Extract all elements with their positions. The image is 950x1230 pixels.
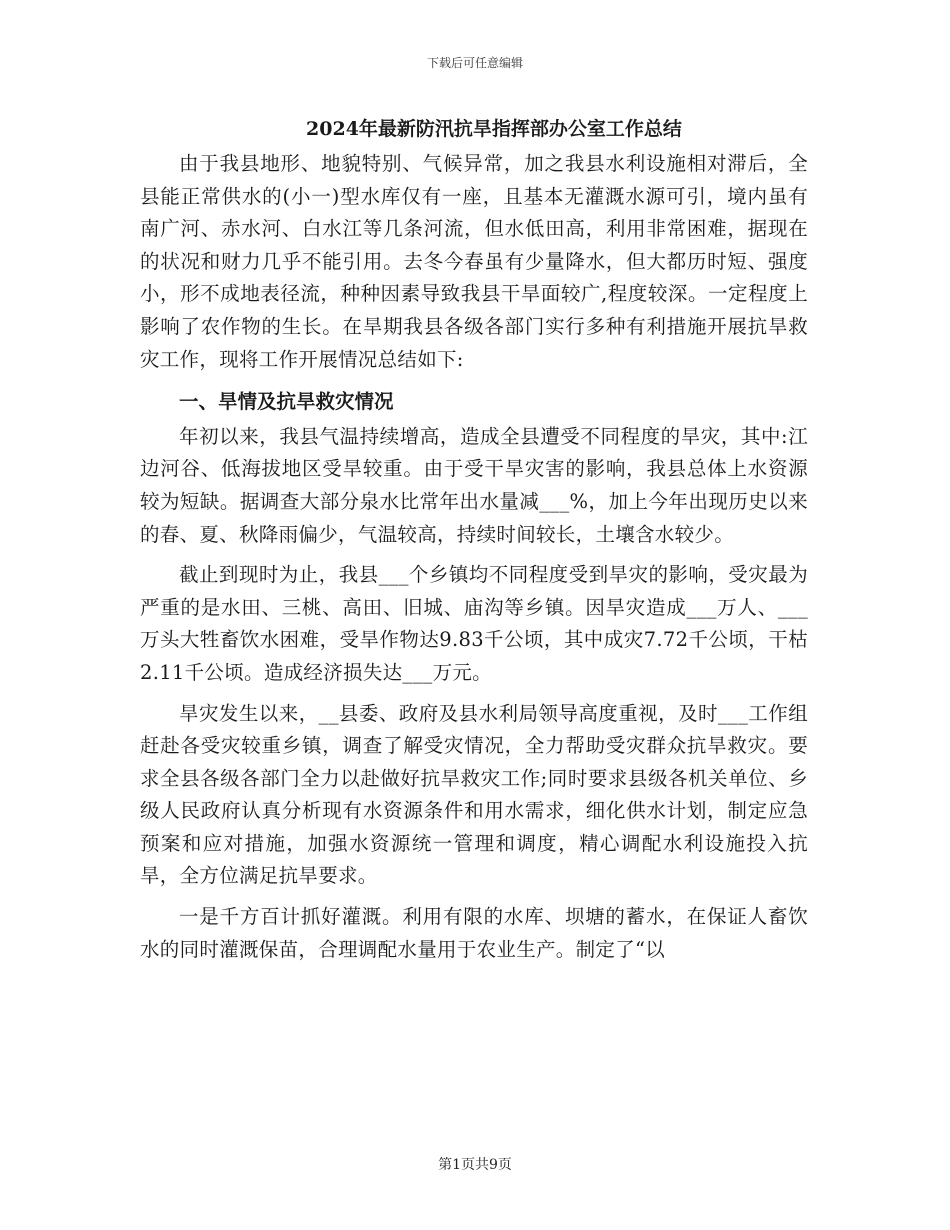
page-number: 第1页共9页 [438,1157,512,1173]
download-note: 下载后可任意编辑 [426,56,523,70]
intro-paragraph: 由于我县地形、地貌特别、气候异常，加之我县水利设施相对滞后，全县能正常供水的(小一)型水库仅有一座，且基本无灌溉水源可引，境内虽有南广河、赤水河、白水江等几条河流，但水低田高，利用非常困难，据现在的状况和财力几乎不能引用。去冬今春虽有少量降水，但大都历时短、强度小，形不成地表径流，种种因素导致我县干旱面较广,程度较深。一定程度上影响了农作物的生长。在旱期我县各级各部门实行多种有利措施开展抗旱救灾工作，现将工作开展情况总结如下: [140,152,808,371]
paragraph-2: 截止到现时为止，我县___个乡镇均不同程度受到旱灾的影响，受灾最为严重的是水田、三桃、高田、旧城、庙沟等乡镇。因旱灾造成___万人、___万头大牲畜饮水困难，受旱作物达9.83千公顷，其中成灾7.72千公顷，干枯2.11千公顷。造成经济损失达___万元。 [140,563,808,684]
section-heading-1: 一、旱情及抗旱救灾情况 [179,390,394,414]
spacer [140,690,808,698]
spacer [140,893,808,901]
document-title: 2024年最新防汛抗旱指挥部办公室工作总结 [306,118,682,140]
paragraph-3: 旱灾发生以来，__县委、政府及县水利局领导高度重视，及时___工作组赶赴各受灾较重乡镇，调查了解受灾情况，全力帮助受灾群众抗旱救灾。要求全县各级各部门全力以赴做好抗旱救灾工作;同时要求县级各机关单位、乡级人民政府认真分析现有水资源条件和用水需求，细化供水计划，制定应急预案和应对措施，加强水资源统一管理和调度，精心调配水利设施投入抗旱，全方位满足抗旱要求。 [140,701,808,888]
spacer [140,376,808,384]
paragraph-4: 一是千方百计抓好灌溉。利用有限的水库、坝塘的蓄水，在保证人畜饮水的同时灌溉保苗，合理调配水量用于农业生产。制定了“以 [140,905,808,961]
spacer [140,551,808,559]
paragraph-1: 年初以来，我县气温持续增高，造成全县遭受不同程度的旱灾，其中:江边河谷、低海拔地区受旱较重。由于受干旱灾害的影响，我县总体上水资源较为短缺。据调查大部分泉水比常年出水量减___%，加上今年出现历史以来的春、夏、秋降雨偏少，气温较高，持续时间较长，土壤含水较少。 [140,424,808,546]
document-body [140,114,808,966]
